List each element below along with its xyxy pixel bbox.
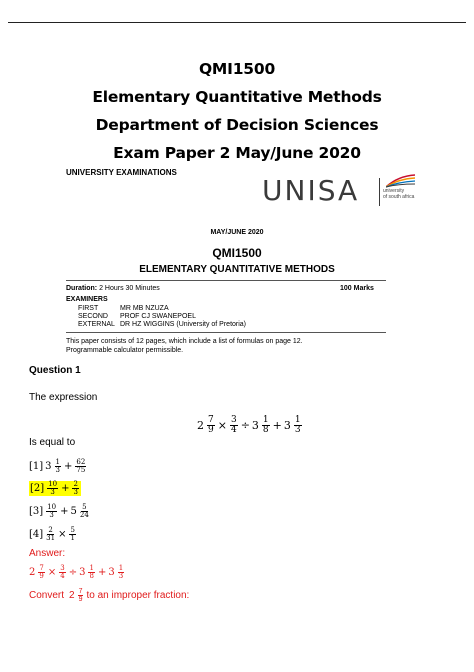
department-title: Department of Decision Sciences xyxy=(95,116,379,134)
examiner-name-second: PROF CJ SWANEPOEL xyxy=(120,313,196,320)
logo-tagline-line-2: of south africa xyxy=(383,194,415,200)
duration xyxy=(66,285,160,292)
unisa-logo-text: UNISA xyxy=(262,174,360,207)
convert-instruction: Convert 2 $\frac{7}{9}$ to an improper fraction: xyxy=(29,588,190,603)
duration-value: 2 Hours 30 Minutes xyxy=(99,285,160,292)
option-1: [1] 3 $\frac{1}{3}$ + $\frac{62}{75}$ xyxy=(29,458,86,474)
option-1-number: [1] xyxy=(29,461,44,472)
paper-note: This paper consists of 12 pages, which include a list of formulas on page 12. xyxy=(66,338,303,345)
question-prompt: Is equal to xyxy=(29,437,76,448)
unisa-logo-mark-icon xyxy=(386,174,416,188)
cover-divider-top xyxy=(66,280,386,281)
option-4-number: [4] xyxy=(29,529,44,540)
cover-course-code: QMI1500 xyxy=(212,246,262,260)
option-3: [3] $\frac{10}{3}$ + 5 $\frac{5}{24}$ xyxy=(29,503,89,519)
answer-label: Answer: xyxy=(29,548,66,559)
duration-label: Duration: xyxy=(66,285,98,292)
examiner-name-first: MR MB NZUZA xyxy=(120,305,169,312)
examiner-name-external: DR HZ WIGGINS (University of Pretoria) xyxy=(120,321,247,328)
examiner-role-first: FIRST xyxy=(78,305,99,312)
exam-title: Exam Paper 2 May/June 2020 xyxy=(113,144,361,162)
question-heading: Question 1 xyxy=(29,365,81,376)
logo-tagline xyxy=(383,188,414,200)
convert-suffix: to an improper fraction: xyxy=(86,590,190,601)
convert-prefix: Convert xyxy=(29,590,65,601)
course-name-title: Elementary Quantitative Methods xyxy=(92,88,382,106)
option-4: [4] $\frac{2}{31}$ × $\frac{5}{1}$ xyxy=(29,526,75,542)
examiners-label: EXAMINERS xyxy=(66,296,108,303)
option-3-number: [3] xyxy=(29,506,44,517)
course-code-title: QMI1500 xyxy=(198,60,276,78)
examiner-role-external: EXTERNAL xyxy=(78,321,115,328)
total-marks: 100 Marks xyxy=(340,285,374,292)
examiner-role-second: SECOND xyxy=(78,313,108,320)
calculator-note: Programmable calculator permissible. xyxy=(66,347,184,354)
answer-expression: 2 $\frac{7}{9}$ × $\frac{3}{4}$ ÷ 3 $\frac{1}{8}$ + 3 $\frac{1}{3}$ xyxy=(29,564,124,580)
option-2-highlighted: [2] $\frac{10}{3}$ + $\frac{2}{3}$ xyxy=(29,481,81,496)
exam-session: MAY/JUNE 2020 xyxy=(210,229,264,236)
cover-course-title: ELEMENTARY QUANTITATIVE METHODS xyxy=(139,264,335,275)
logo-tagline-line-1: university xyxy=(383,188,405,194)
university-examinations-label: UNIVERSITY EXAMINATIONS xyxy=(66,168,177,177)
question-expression: 2 $\frac{7}{9}$ × $\frac{3}{4}$ ÷ 3 $\frac{1}{8}$ + 3 $\frac{1}{3}$ xyxy=(197,415,301,435)
logo-divider xyxy=(379,178,380,206)
cover-divider-bottom xyxy=(66,332,386,333)
page-top-rule xyxy=(8,22,466,23)
option-2-number: [2] xyxy=(30,483,45,494)
question-intro: The expression xyxy=(29,392,98,403)
